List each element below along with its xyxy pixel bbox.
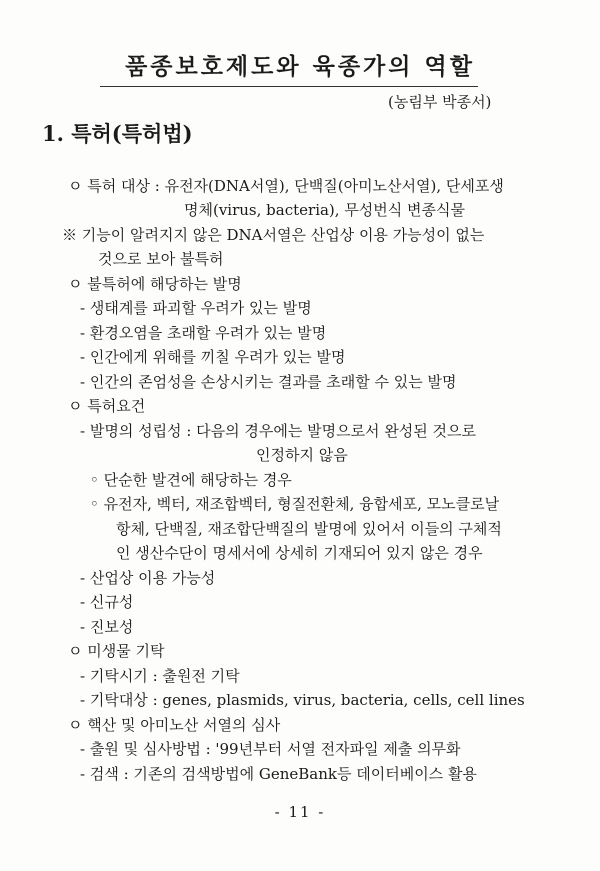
- body-line: - 진보성: [80, 618, 134, 636]
- body-line: - 환경오염을 초래할 우려가 있는 발명: [80, 324, 327, 342]
- body-line: 항체, 단백질, 재조합단백질의 발명에 있어서 이들의 구체적: [116, 520, 502, 538]
- body-line: - 출원 및 심사방법 : '99년부터 서열 전자파일 제출 의무화: [80, 740, 461, 758]
- body-line: 인 생산수단이 명세서에 상세히 기재되어 있지 않은 경우: [116, 544, 483, 562]
- body-line: - 생태계를 파괴할 우려가 있는 발명: [80, 299, 312, 317]
- body-line: ※ 기능이 알려지지 않은 DNA서열은 산업상 이용 가능성이 없는: [62, 226, 485, 244]
- body-line: ◦ 단순한 발견에 해당하는 경우: [90, 471, 292, 489]
- title-underline: [100, 86, 478, 87]
- body-line: 명체(virus, bacteria), 무성번식 변종식물: [184, 201, 466, 219]
- page-number: - 11 -: [274, 803, 326, 821]
- body-line: ㅇ 특허 대상 : 유전자(DNA서열), 단백질(아미노산서열), 단세포생: [68, 177, 504, 195]
- body-line: - 산업상 이용 가능성: [80, 569, 216, 587]
- body-line: ㅇ 미생물 기탁: [68, 642, 165, 660]
- author-note: (농림부 박종서): [388, 93, 492, 111]
- page-title: 품종보호제도와 육종가의 역할: [125, 53, 475, 80]
- body-line: - 검색 : 기존의 검색방법에 GeneBank등 데이터베이스 활용: [80, 765, 477, 783]
- body-line: - 발명의 성립성 : 다음의 경우에는 발명으로서 완성된 것으로: [80, 422, 477, 440]
- body-line: ㅇ 핵산 및 아미노산 서열의 심사: [68, 716, 281, 734]
- body-line: - 인간의 존엄성을 손상시키는 결과를 초래할 수 있는 발명: [80, 373, 457, 391]
- body-line: ㅇ 불특허에 해당하는 발명: [68, 275, 242, 293]
- body-line: - 기탁대상 : genes, plasmids, virus, bacteria, cells, cell lines: [80, 691, 525, 709]
- section-heading: 1. 특허(특허법): [42, 121, 193, 146]
- body-line: - 신규성: [80, 593, 134, 611]
- body-line: 인정하지 않음: [256, 446, 348, 464]
- body-line: ◦ 유전자, 벡터, 재조합벡터, 형질전환체, 융합세포, 모노클로날: [90, 495, 500, 513]
- body-line: 것으로 보아 불특허: [98, 250, 224, 268]
- body-line: ㅇ 특허요건: [68, 397, 146, 415]
- body-line: - 기탁시기 : 출원전 기탁: [80, 667, 240, 685]
- body-line: - 인간에게 위해를 끼칠 우려가 있는 발명: [80, 348, 346, 366]
